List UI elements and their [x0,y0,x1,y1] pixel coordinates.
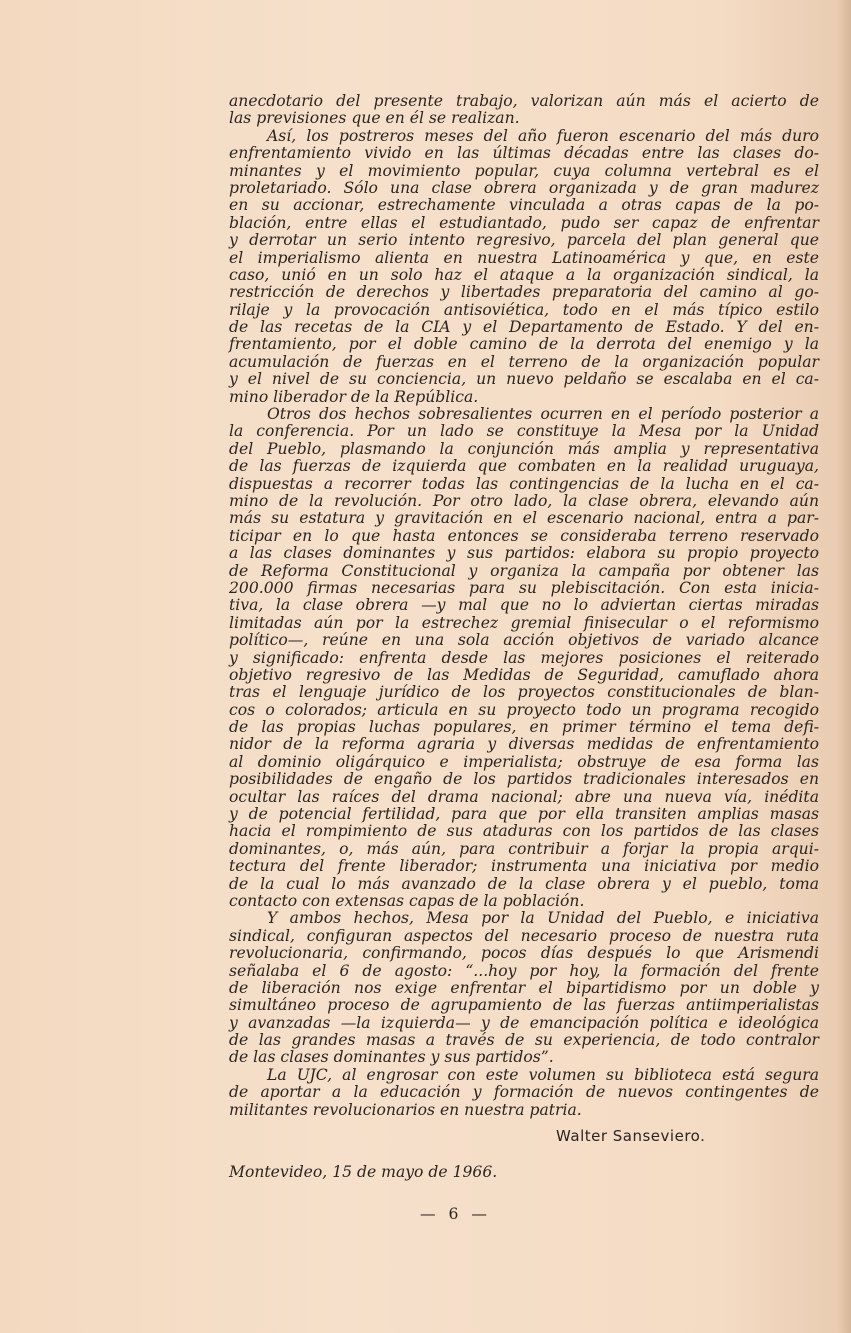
text-line: frentamiento, por el doble camino de la derrota del enemigo y la [229,335,819,354]
text-line: la conferencia. Por un lado se constituye la Mesa por la Unidad [229,422,819,441]
text-line: de liberación nos exige enfrentar el bipartidismo por un doble y [229,978,819,997]
text-line: contacto con extensas capas de la población. [229,891,585,910]
text-line: objetivo regresivo de las Medidas de Seguridad, camuflado ahora [229,665,819,684]
text-line: hacia el rompimiento de sus ataduras con los partidos de las clases [229,822,819,841]
page-number: — 6 — [420,1205,492,1223]
text-line: y derrotar un serio intento regresivo, parcela del plan general que [229,231,819,250]
text-line: enfrentamiento vivido en las últimas décadas entre las clases do- [229,144,819,163]
text-line: político—, reúne en una sola acción objetivos de variado alcance [229,631,819,650]
text-line: La UJC, al engrosar con este volumen su biblioteca está segura [267,1065,819,1084]
text-line: al dominio oligárquico e imperialista; obstruye de esa forma las [229,752,819,771]
text-line: más su estatura y gravitación en el escenario nacional, entra a par- [229,509,819,528]
text-line: de aportar a la educación y formación de nuevos contingentes de [229,1083,819,1102]
text-line: las previsiones que en él se realizan. [229,109,520,128]
text-line: mino liberador de la República. [229,387,479,406]
text-line: limitadas aún por la estrechez gremial finisecular o el reformismo [229,613,819,632]
text-line: Y ambos hechos, Mesa por la Unidad del Pueblo, e iniciativa [267,909,819,928]
text-line: 200.000 firmas necesarias para su plebiscitación. Con esta inicia- [229,578,819,597]
text-line: y el nivel de su conciencia, un nuevo peldaño se escalaba en el ca- [229,370,819,389]
text-line: caso, unió en un solo haz el ataque a la organización sindical, la [229,265,819,284]
text-line: Así, los postreros meses del año fueron escenario del más duro [267,126,819,145]
text-line: de Reforma Constitucional y organiza la campaña por obtener las [229,561,819,580]
text-line: posibilidades de engaño de los partidos tradicionales interesados en [229,770,819,789]
text-line: del Pueblo, plasmando la conjunción más amplia y representativa [229,439,819,458]
text-line: simultáneo proceso de agrupamiento de las fuerzas antiimperialistas [229,996,819,1015]
signature: Walter Sanseviero. [556,1127,706,1145]
text-line: en su accionar, estrechamente vinculada a otras capas de la po- [229,196,819,215]
text-line: ticipar en lo que hasta entonces se consideraba terreno reservado [229,526,819,545]
text-line: de las recetas de la CIA y el Departamento de Estado. Y del en- [229,318,819,337]
text-line: dominantes, o, más aún, para contribuir a forjar la propia arqui- [229,839,819,858]
text-line: de las clases dominantes y sus partidos”. [229,1048,554,1067]
text-line: dispuestas a recorrer todas las contingencias de la lucha en el ca- [229,474,819,493]
text-line: ocultar las raíces del drama nacional; abre una nueva vía, inédita [229,787,819,806]
text-line: tiva, la clase obrera —y mal que no lo adviertan ciertas miradas [229,596,819,615]
text-line: revolucionaria, confirmando, pocos días después lo que Arismendi [229,944,819,963]
text-line: y significado: enfrenta desde las mejores posiciones el reiterado [229,648,819,667]
text-line: de las fuerzas de izquierda que combaten en la realidad uruguaya, [229,457,819,476]
text-line: rilaje y la provocación antisoviética, todo en el más típico estilo [229,300,819,319]
text-line: tectura del frente liberador; instrumenta una iniciativa por medio [229,857,819,876]
text-line: proletariado. Sólo una clase obrera organizada y de gran madurez [229,178,819,197]
text-line: a las clases dominantes y sus partidos: elabora su propio proyecto [229,544,819,563]
body-text [229,93,819,1119]
text-line: anecdotario del presente trabajo, valorizan aún más el acierto de [229,92,819,110]
text-line: de las grandes masas a través de su experiencia, de todo contralor [229,1031,819,1050]
text-line: cos o colorados; articula en su proyecto todo un programa recogido [229,700,819,719]
text-line: y avanzadas —la izquierda— y de emancipación política e ideológica [229,1013,819,1032]
text-line: minantes y el movimiento popular, cuya columna vertebral es el [229,161,819,180]
text-line: de las propias luchas populares, en primer término el tema defi- [229,718,819,737]
text-line: sindical, configuran aspectos del necesario proceso de nuestra ruta [229,926,819,945]
text-line: Otros dos hechos sobresalientes ocurren en el período posterior a [267,405,819,424]
text-line: mino de la revolución. Por otro lado, la clase obrera, elevando aún [229,491,819,510]
page-edge-shadow [837,0,851,1333]
place-date: Montevideo, 15 de mayo de 1966. [229,1163,498,1181]
text-line: nidor de la reforma agraria y diversas medidas de enfrentamiento [229,735,819,754]
text-line: acumulación de fuerzas en el terreno de la organización popular [229,352,819,371]
text-line: blación, entre ellas el estudiantado, pudo ser capaz de enfrentar [229,213,819,232]
text-line: de la cual lo más avanzado de la clase obrera y el pueblo, toma [229,874,819,893]
text-line: señalaba el 6 de agosto: “...hoy por hoy, la formación del frente [229,961,819,980]
text-line: el imperialismo alienta en nuestra Latinoamérica y que, en este [229,248,819,267]
text-line: tras el lenguaje jurídico de los proyectos constitucionales de blan- [229,683,819,702]
text-line: militantes revolucionarios en nuestra patria. [229,1100,582,1119]
text-line: restricción de derechos y libertades preparatoria del camino al go- [229,283,819,302]
text-line: y de potencial fertilidad, para que por ella transiten amplias masas [229,805,819,824]
